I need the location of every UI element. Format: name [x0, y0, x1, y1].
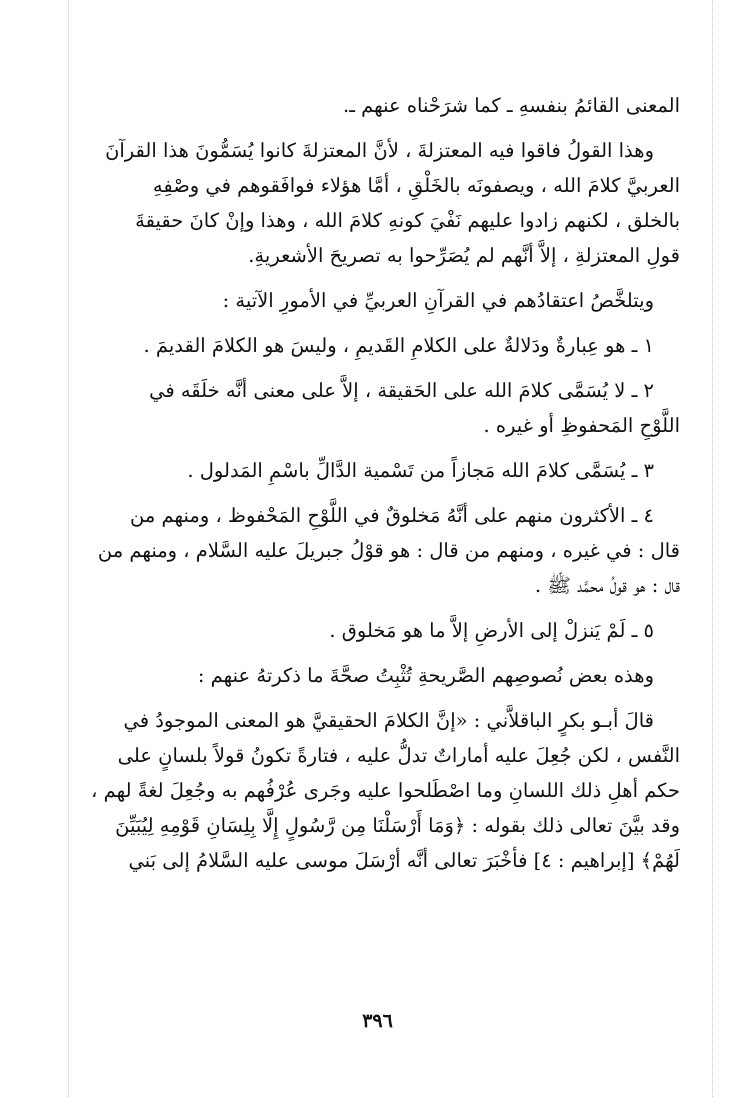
paragraph-texts-intro [80, 658, 680, 693]
text-line: قالَ أبـو بكرٍ الباقلاَّني : «إنَّ الكلامَ الحقيقيَّ هو المعنى الموجودُ في [123, 709, 654, 732]
text-line: وهذه بعض نُصوصِهم الصَّريحةِ تُثْبِتُ صحَّةَ ما ذكرتهُ عنهم : [197, 664, 654, 687]
text-line: وقد بيَّنَ تعالى ذلك بقوله : ﴿وَمَا أَرْسَلْنَا مِن رَّسُولٍ إِلَّا بِلِسَانِ قَوْمِهِ لِيُبَيِّنَ [115, 814, 680, 837]
text-line: ويتلخَّصُ اعتقادُهم في القرآنِ العربيِّ في الأمورِ الآتية : [222, 289, 654, 312]
text-line: العربيَّ كلامَ الله ، ويصفونَه بالخَلْقِ ، أمَّا هؤلاء فوافَقوهم في وصْفِهِ [152, 174, 680, 197]
text-line: لَهُمْ﴾ [إبراهيم : ٤] فأخْبَرَ تعالى أنَّه أرْسَلَ موسى عليه السَّلامُ إلى بَني [128, 849, 680, 872]
list-item-2 [80, 373, 680, 443]
list-item-3 [80, 453, 680, 488]
text-line: النَّفس ، لكن جُعِلَ عليه أماراتٌ تدلُّ عليه ، فتارةً تكونُ قولاً بلسانٍ على [117, 744, 680, 767]
text-line: اللَّوْحِ المَحفوظِ أو غيره . [483, 414, 680, 437]
paragraph-mutazila [80, 133, 680, 273]
page-number: ٣٩٦ [362, 1010, 393, 1032]
paragraph-baqillani-quote [80, 703, 680, 878]
list-item-4 [80, 498, 680, 603]
list-item-5 [80, 613, 680, 648]
text-line: حكم أهلِ ذلك اللسانِ وما اصْطَلحوا عليه وجَرى عُرْفُهم به وجُعِلَ لغةً لهم ، [91, 779, 680, 802]
text-line: المعنى القائمُ بنفسهِ ـ كما شرَحْناه عنهم ـ. [343, 94, 680, 117]
text-line: بالخلق ، لكنهم زادوا عليهم نَفْيَ كونهِ كلامَ الله ، وهذا وإنْ كانَ حقيقةَ [135, 209, 680, 232]
list-item-1 [80, 328, 680, 363]
text-line: قال : في غيره ، ومنهم من قال : هو قوْلُ جبريلَ عليه السَّلام ، ومنهم من [97, 539, 680, 562]
text-line: ٣ ـ يُسَمَّى كلامَ الله مَجازاً من تَسْمية الدَّالِّ باسْمِ المَدلول . [187, 459, 654, 482]
text-line: وهذا القولُ فاقوا فيه المعتزلةَ ، لأنَّ المعتزلةَ كانوا يُسَمُّونَ هذا القرآنَ [105, 139, 654, 162]
text-line: ٢ ـ لا يُسَمَّى كلامَ الله على الحَقيقة ، إلاَّ على معنى أنَّه خلَقَه في [149, 379, 654, 402]
text-line: قولِ المعتزلةِ ، إلاَّ أنَّهم لم يُصَرِّحوا به تصريحَ الأشعريةِ. [248, 244, 680, 267]
paragraph-summary-intro [80, 283, 680, 318]
scan-edge-left [68, 0, 70, 1097]
page-body [80, 88, 680, 878]
text-line: ٥ ـ لَمْ يَنزلْ إلى الأرضِ إلاَّ ما هو مَخلوق . [329, 619, 654, 642]
text-line: ١ ـ هو عِبارةٌ ودَلالةٌ على الكلامِ القَديمِ ، وليسَ هو الكلامَ القديمَ . [143, 334, 654, 357]
text-line: قال : هو قولُ محمَّد ﷺ . [534, 574, 680, 597]
paragraph-continuation [80, 88, 680, 123]
text-line: ٤ ـ الأكثرون منهم على أنَّهُ مَخلوقٌ في اللَّوْحِ المَحْفوظ ، ومنهم من [130, 504, 654, 527]
scan-edge-right [712, 0, 714, 1097]
